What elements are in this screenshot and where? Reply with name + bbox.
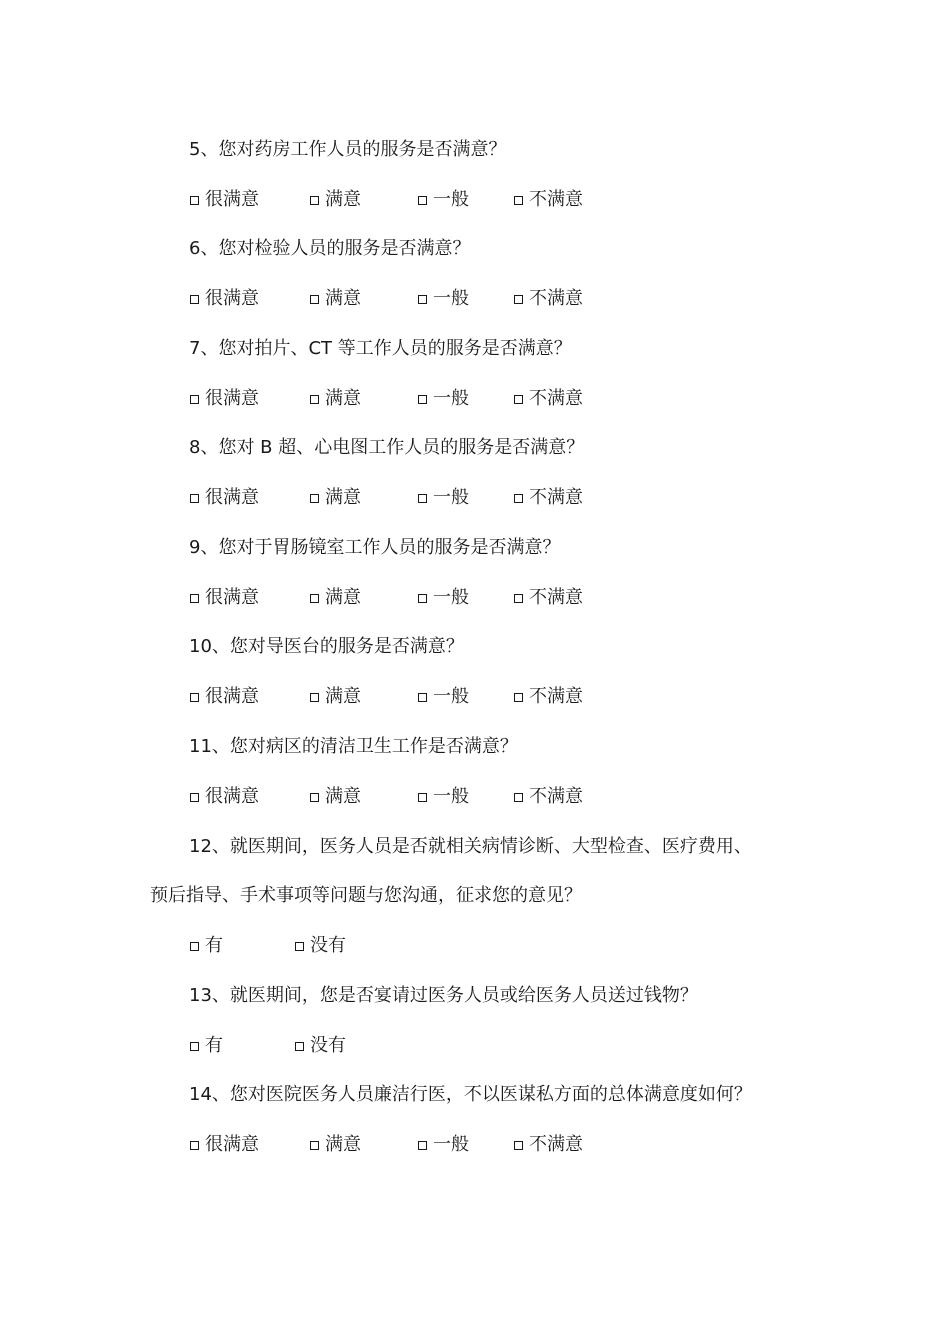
- option-average[interactable]: 一般: [418, 185, 469, 215]
- question-12: 12、就医期间，医务人员是否就相关病情诊断、大型检查、医疗费用、: [189, 836, 752, 857]
- question-13: 13、就医期间，您是否宴请过医务人员或给医务人员送过钱物？: [189, 985, 698, 1006]
- checkbox-icon: [310, 594, 319, 603]
- checkbox-icon: [514, 594, 523, 603]
- option-very-satisfied[interactable]: 很满意: [190, 583, 259, 613]
- checkbox-icon: [514, 793, 523, 802]
- checkbox-icon: [190, 1141, 199, 1150]
- options-14: [0, 1130, 950, 1160]
- option-very-satisfied[interactable]: 很满意: [190, 384, 259, 414]
- option-yes[interactable]: 有: [190, 931, 223, 961]
- option-dissatisfied[interactable]: 不满意: [514, 284, 583, 314]
- question-9: 9、您对于胃肠镜室工作人员的服务是否满意？: [189, 537, 561, 558]
- option-satisfied[interactable]: 满意: [310, 284, 361, 314]
- option-average[interactable]: 一般: [418, 284, 469, 314]
- options-13: [0, 1031, 950, 1061]
- checkbox-icon: [418, 395, 427, 404]
- options-10: [0, 682, 950, 712]
- question-6: 6、您对检验人员的服务是否满意？: [189, 238, 471, 259]
- question-10: 10、您对导医台的服务是否满意？: [189, 636, 464, 657]
- options-9: [0, 583, 950, 613]
- option-average[interactable]: 一般: [418, 583, 469, 613]
- checkbox-icon: [514, 395, 523, 404]
- option-very-satisfied[interactable]: 很满意: [190, 185, 259, 215]
- option-very-satisfied[interactable]: 很满意: [190, 284, 259, 314]
- checkbox-icon: [514, 1141, 523, 1150]
- options-6: [0, 284, 950, 314]
- checkbox-icon: [310, 693, 319, 702]
- question-8: 8、您对 B 超、心电图工作人员的服务是否满意？: [189, 437, 585, 458]
- checkbox-icon: [310, 1141, 319, 1150]
- option-very-satisfied[interactable]: 很满意: [190, 682, 259, 712]
- checkbox-icon: [310, 494, 319, 503]
- checkbox-icon: [514, 693, 523, 702]
- option-satisfied[interactable]: 满意: [310, 782, 361, 812]
- question-11: 11、您对病区的清洁卫生工作是否满意？: [189, 736, 518, 757]
- checkbox-icon: [190, 693, 199, 702]
- option-average[interactable]: 一般: [418, 483, 469, 513]
- option-satisfied[interactable]: 满意: [310, 583, 361, 613]
- option-dissatisfied[interactable]: 不满意: [514, 483, 583, 513]
- checkbox-icon: [418, 1141, 427, 1150]
- checkbox-icon: [514, 196, 523, 205]
- option-dissatisfied[interactable]: 不满意: [514, 1130, 583, 1160]
- checkbox-icon: [190, 295, 199, 304]
- option-average[interactable]: 一般: [418, 384, 469, 414]
- checkbox-icon: [190, 793, 199, 802]
- options-7: [0, 384, 950, 414]
- question-5: 5、您对药房工作人员的服务是否满意？: [189, 139, 507, 160]
- checkbox-icon: [190, 196, 199, 205]
- option-satisfied[interactable]: 满意: [310, 185, 361, 215]
- option-very-satisfied[interactable]: 很满意: [190, 782, 259, 812]
- option-very-satisfied[interactable]: 很满意: [190, 1130, 259, 1160]
- checkbox-icon: [514, 295, 523, 304]
- option-satisfied[interactable]: 满意: [310, 384, 361, 414]
- option-satisfied[interactable]: 满意: [310, 1130, 361, 1160]
- options-11: [0, 782, 950, 812]
- option-no[interactable]: 没有: [295, 931, 346, 961]
- option-dissatisfied[interactable]: 不满意: [514, 583, 583, 613]
- option-satisfied[interactable]: 满意: [310, 682, 361, 712]
- option-dissatisfied[interactable]: 不满意: [514, 384, 583, 414]
- option-very-satisfied[interactable]: 很满意: [190, 483, 259, 513]
- checkbox-icon: [418, 494, 427, 503]
- checkbox-icon: [310, 793, 319, 802]
- question-12-continued: 预后指导、手术事项等问题与您沟通，征求您的意见？: [150, 885, 582, 906]
- option-dissatisfied[interactable]: 不满意: [514, 782, 583, 812]
- checkbox-icon: [418, 295, 427, 304]
- options-5: [0, 185, 950, 215]
- options-12: [0, 931, 950, 961]
- checkbox-icon: [418, 793, 427, 802]
- checkbox-icon: [418, 693, 427, 702]
- option-dissatisfied[interactable]: 不满意: [514, 185, 583, 215]
- option-yes[interactable]: 有: [190, 1031, 223, 1061]
- checkbox-icon: [295, 1042, 304, 1051]
- checkbox-icon: [295, 942, 304, 951]
- option-average[interactable]: 一般: [418, 1130, 469, 1160]
- question-14: 14、您对医院医务人员廉洁行医，不以医谋私方面的总体满意度如何？: [189, 1084, 752, 1105]
- checkbox-icon: [514, 494, 523, 503]
- option-dissatisfied[interactable]: 不满意: [514, 682, 583, 712]
- option-satisfied[interactable]: 满意: [310, 483, 361, 513]
- options-8: [0, 483, 950, 513]
- checkbox-icon: [310, 295, 319, 304]
- option-average[interactable]: 一般: [418, 782, 469, 812]
- checkbox-icon: [190, 494, 199, 503]
- option-no[interactable]: 没有: [295, 1031, 346, 1061]
- checkbox-icon: [190, 942, 199, 951]
- checkbox-icon: [310, 196, 319, 205]
- checkbox-icon: [190, 395, 199, 404]
- checkbox-icon: [190, 594, 199, 603]
- checkbox-icon: [310, 395, 319, 404]
- checkbox-icon: [418, 196, 427, 205]
- question-7: 7、您对拍片、CT 等工作人员的服务是否满意？: [189, 338, 572, 359]
- checkbox-icon: [190, 1042, 199, 1051]
- checkbox-icon: [418, 594, 427, 603]
- option-average[interactable]: 一般: [418, 682, 469, 712]
